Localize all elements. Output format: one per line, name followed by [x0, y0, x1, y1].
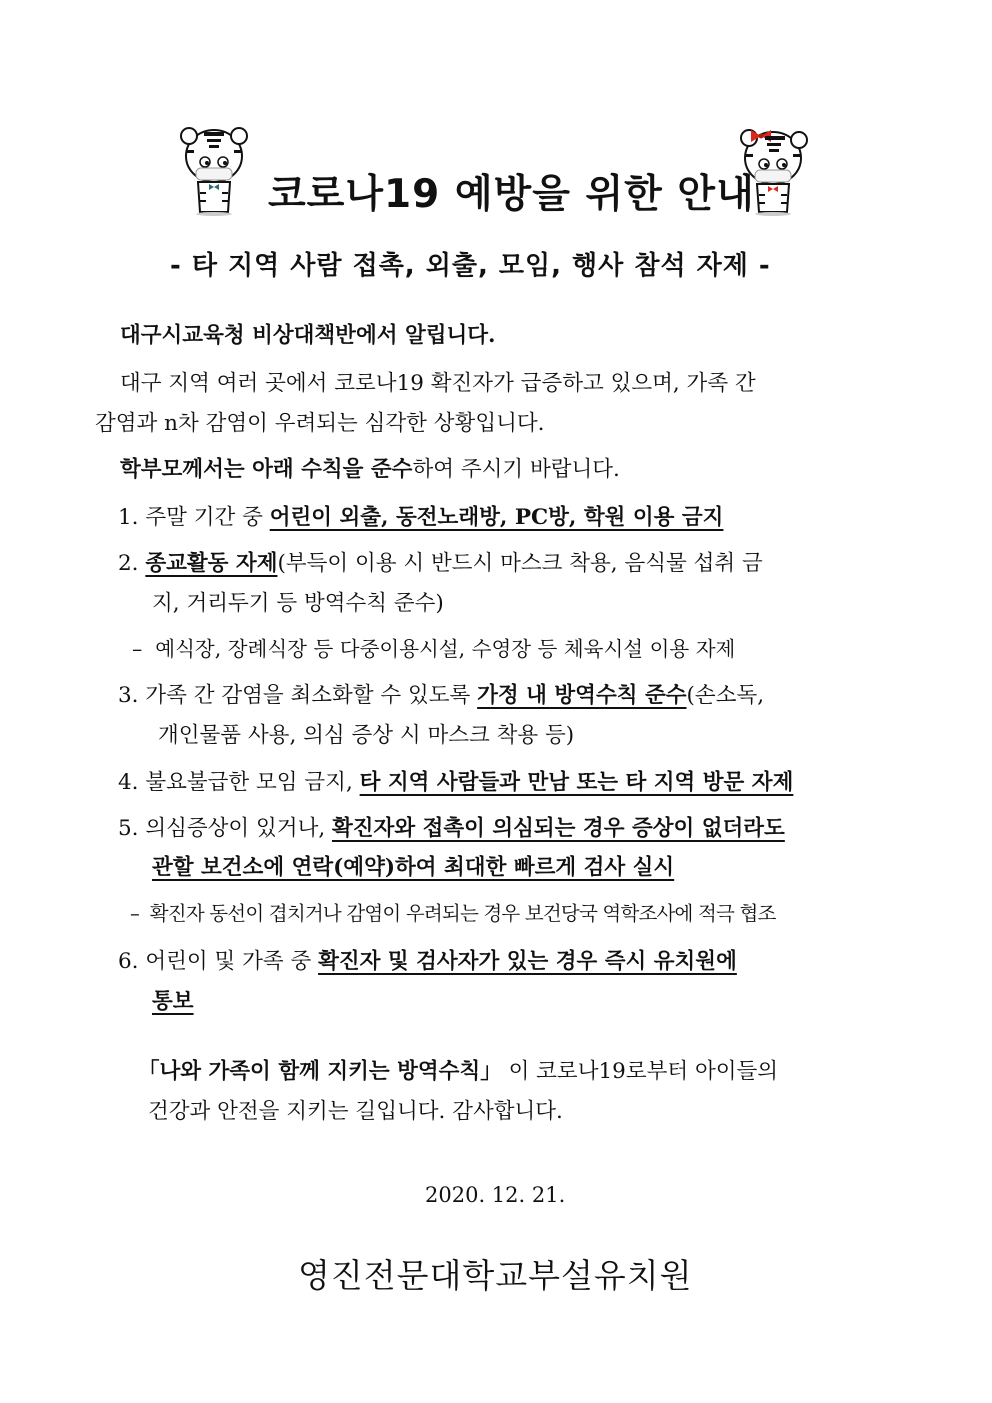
item-emphasis: 종교활동 자제 [145, 551, 278, 576]
item-emphasis: 가정 내 방역수칙 준수 [477, 683, 687, 708]
request-line [120, 452, 620, 483]
sub-item-dash-1 [132, 632, 735, 662]
item-emphasis: 확진자 및 검사자가 있는 경우 즉시 유치원에 [318, 949, 737, 974]
dash-mark: – [130, 902, 139, 925]
rule-item-2-cont: 지, 거리두기 등 방역수칙 준수) [152, 591, 444, 616]
item-text: (손소독, [686, 683, 765, 708]
intro-line-1: 대구 지역 여러 곳에서 코로나19 확진자가 급증하고 있으며, 가족 간 [120, 371, 756, 396]
organization-name: 영진전문대학교부설유치원 [298, 1256, 693, 1295]
closing-line-2: 건강과 안전을 지키는 길입니다. 감사합니다. [148, 1099, 563, 1124]
item-number: 3. [118, 683, 139, 708]
sub-item-text: 확진자 동선이 겹치거나 감염이 우려되는 경우 보건당국 역학조사에 적극 협조 [149, 902, 776, 925]
rule-item-3-cont: 개인물품 사용, 의심 증상 시 마스크 착용 등) [158, 723, 575, 748]
item-emphasis: 타 지역 사람들과 만남 또는 타 지역 방문 자제 [359, 770, 794, 795]
rule-item-3 [118, 678, 764, 709]
item-emphasis: 어린이 외출, 동전노래방, PC방, 학원 이용 금지 [269, 505, 724, 530]
item-text: 주말 기간 중 [145, 505, 270, 530]
closing-text: 이 코로나19로부터 아이들의 [508, 1059, 779, 1084]
tiger-mascot-icon [178, 124, 250, 218]
request-normal: 하여 주시기 바랍니다. [412, 457, 620, 482]
rule-item-5-cont: 관할 보건소에 연락(예약)하여 최대한 빠르게 검사 실시 [152, 855, 675, 880]
item-text: 어린이 및 가족 중 [145, 949, 319, 974]
sub-item-text: 예식장, 장례식장 등 다중이용시설, 수영장 등 체육시설 이용 자제 [155, 637, 736, 661]
item-number: 1. [118, 505, 139, 530]
rule-item-6 [118, 944, 737, 975]
dash-mark: – [132, 637, 143, 661]
rule-item-1 [118, 500, 723, 531]
item-number: 5. [118, 816, 139, 841]
document-subtitle: - 타 지역 사람 접촉, 외출, 모임, 행사 참석 자제 - [170, 251, 771, 281]
rule-item-6-cont: 통보 [152, 989, 194, 1014]
rule-item-4 [118, 765, 793, 796]
item-number: 2. [118, 551, 139, 576]
rule-item-2 [118, 546, 763, 577]
sub-item-dash-2 [130, 898, 776, 926]
item-number: 4. [118, 770, 139, 795]
intro-line-2: 감염과 n차 감염이 우려되는 심각한 상황입니다. [95, 411, 545, 436]
closing-line-1 [138, 1054, 778, 1085]
item-text: 의심증상이 있거나, [145, 816, 333, 841]
notice-header: 대구시교육청 비상대책반에서 알립니다. [120, 323, 496, 348]
document-title: 코로나19 예방을 위한 안내 [268, 172, 755, 217]
closing-bold: 「나와 가족이 함께 지키는 방역수칙」 [138, 1059, 502, 1084]
item-text: 가족 간 감염을 최소화할 수 있도록 [145, 683, 478, 708]
item-emphasis: 확진자와 접촉이 의심되는 경우 증상이 없더라도 [332, 816, 785, 841]
request-bold: 학부모께서는 아래 수칙을 준수 [120, 457, 413, 482]
document-date: 2020. 12. 21. [425, 1183, 566, 1207]
item-number: 6. [118, 949, 139, 974]
item-text: (부득이 이용 시 반드시 마스크 착용, 음식물 섭취 금 [277, 551, 763, 576]
item-text: 불요불급한 모임 금지, [145, 770, 360, 795]
rule-item-5 [118, 811, 785, 842]
